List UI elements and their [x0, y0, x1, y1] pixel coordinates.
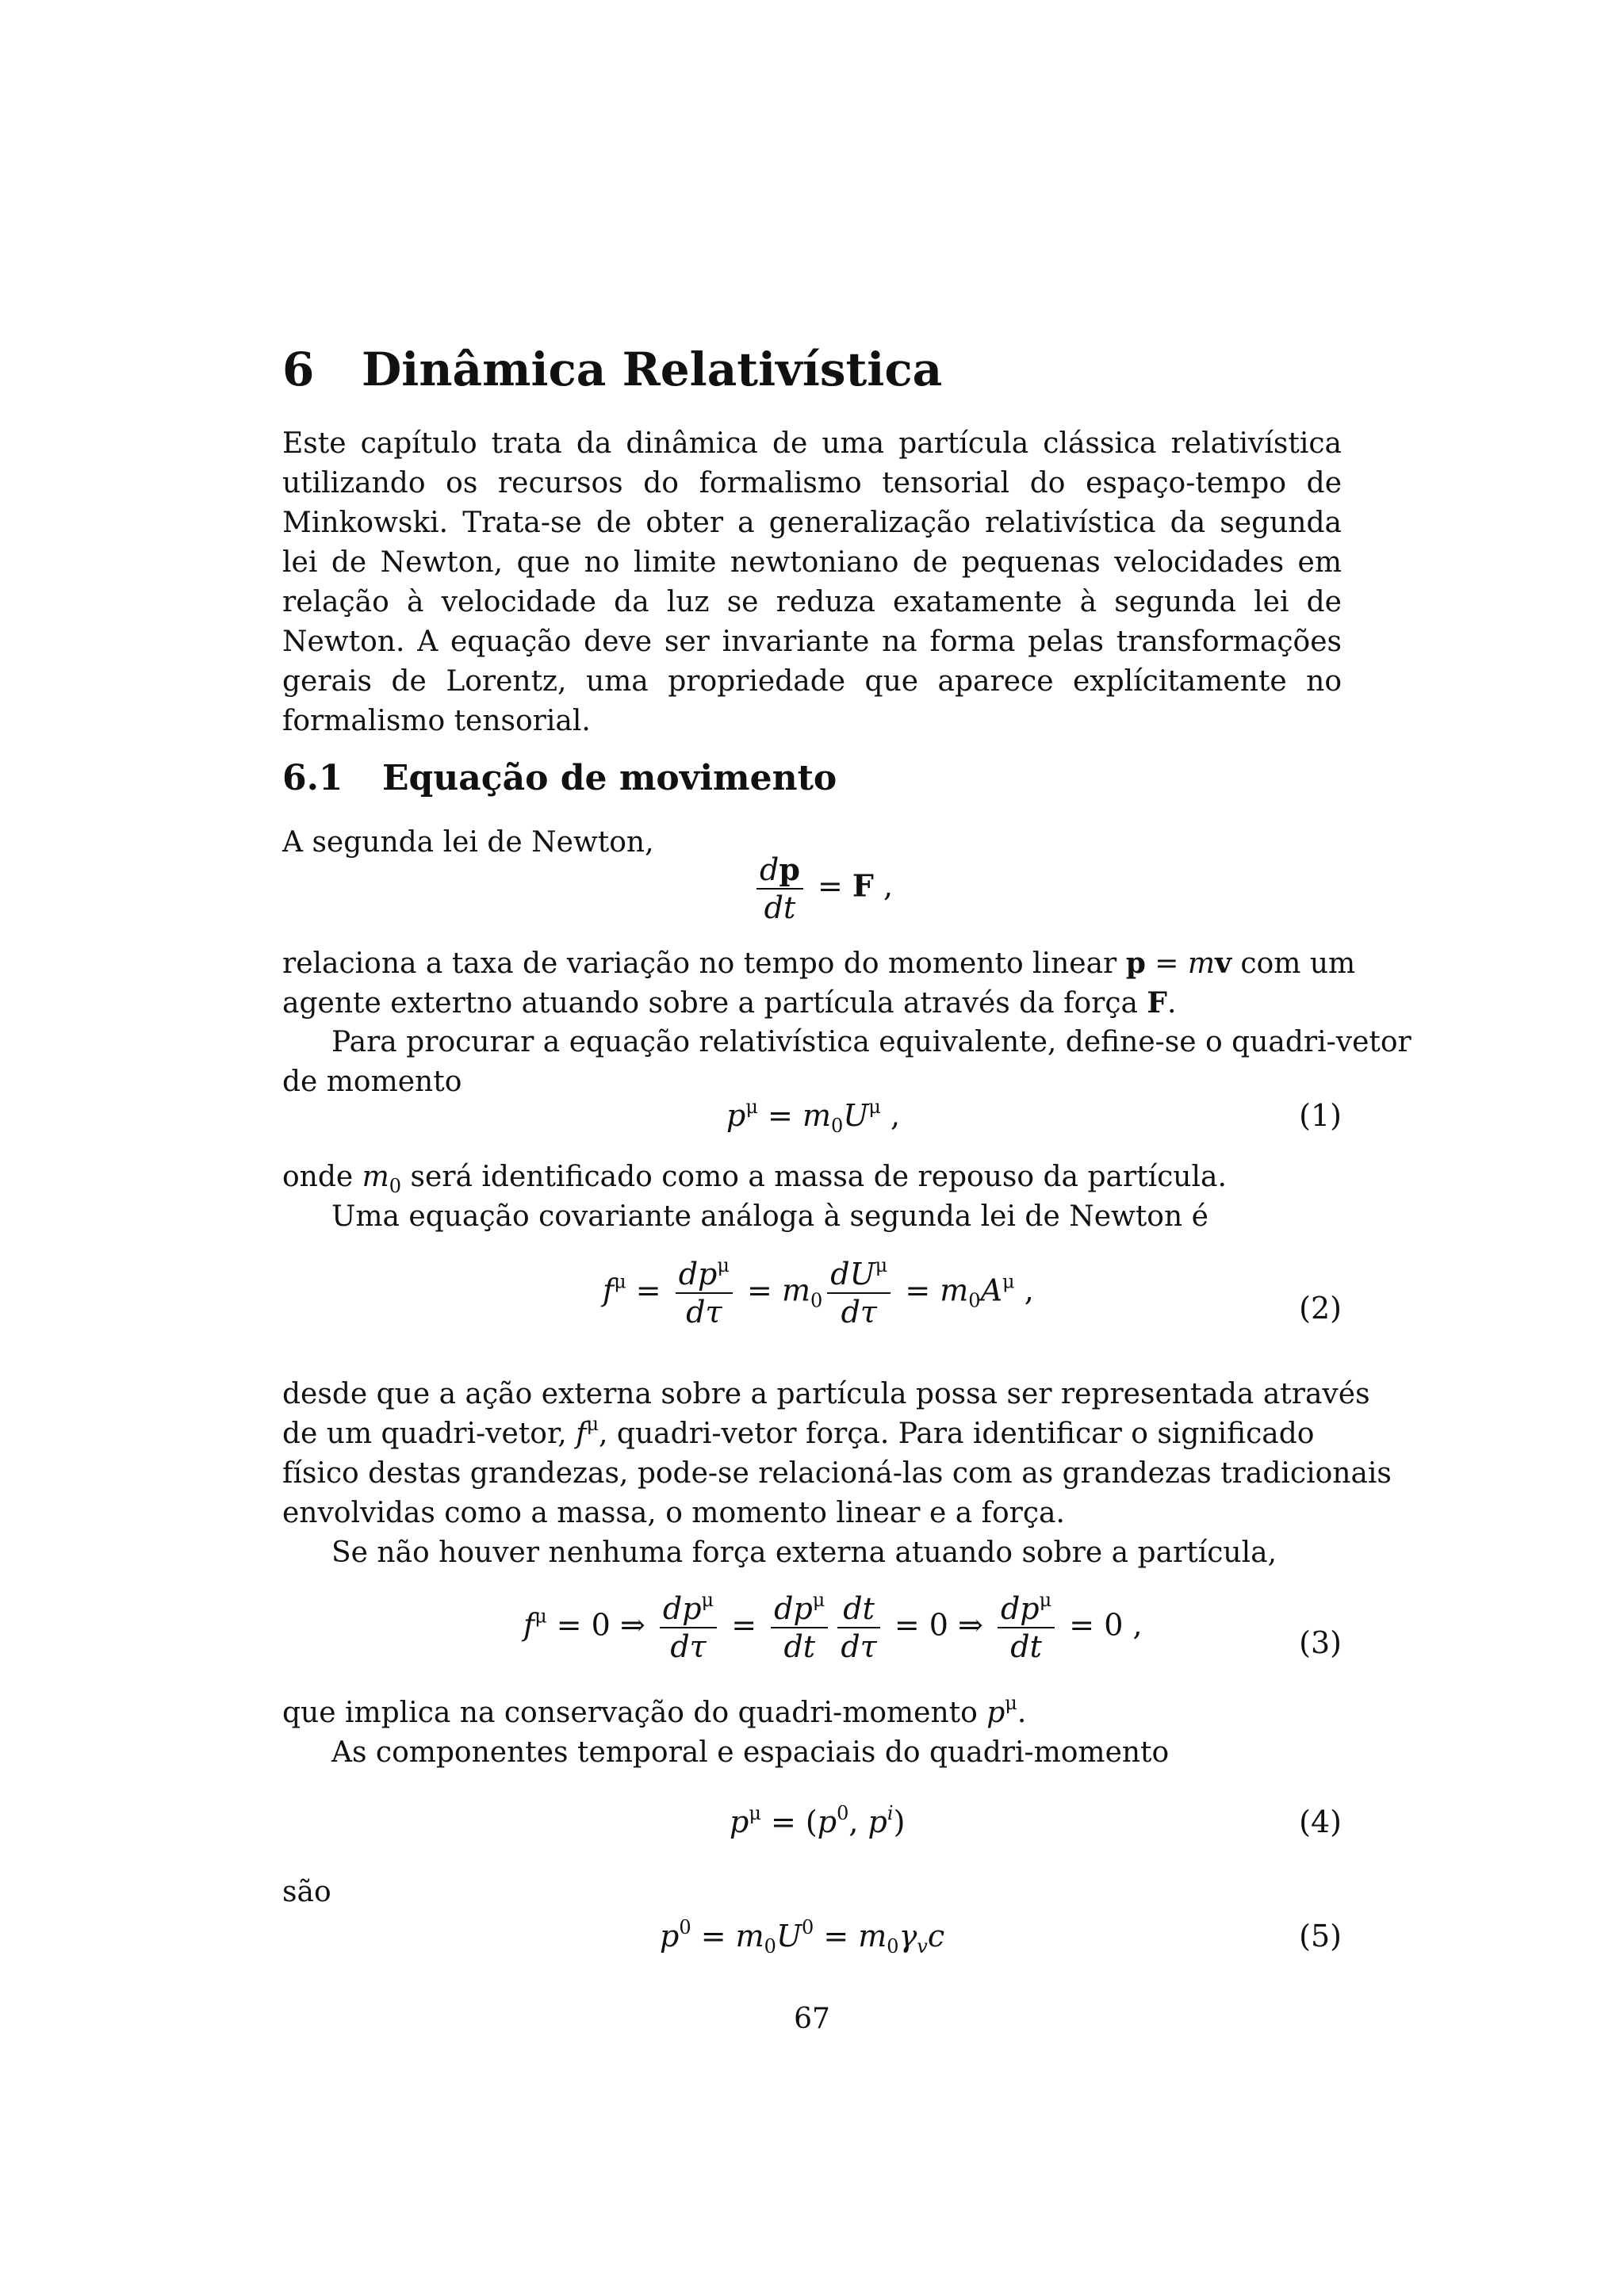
equation-newton-second-law: $\frac{dp}{dt}$ = F ,: [752, 851, 893, 926]
implica-text-a: que implica na conservação do quadri-momento: [282, 1697, 987, 1729]
desde-line-1: desde que a ação externa sobre a partícula possa ser representada através: [282, 1378, 1370, 1410]
equation-number-5: (5): [1299, 1919, 1342, 1954]
section-title: Equação de movimento: [382, 758, 837, 798]
newton-intro-text: A segunda lei de Newton,: [282, 826, 654, 859]
desde-line-2: de um quadri-vetor, $f^\mu$, quadri-vetor força. Para identificar o significado: [282, 1413, 1315, 1450]
equation-number-2: (2): [1299, 1291, 1342, 1326]
relaciona-text-a: relaciona a taxa de variação no tempo do momento linear: [282, 947, 1126, 980]
covariante-text: Uma equação covariante análoga à segunda lei de Newton é: [331, 1200, 1208, 1233]
onde-text-a: onde: [282, 1161, 362, 1193]
desde-line-3: físico destas grandezas, pode-se relacioná-las com as grandezas tradicionais: [282, 1457, 1392, 1490]
se-nao-text: Se não houver nenhuma força externa atuando sobre a partícula,: [331, 1536, 1277, 1569]
equation-number-4: (4): [1299, 1804, 1342, 1839]
desde-line-4: envolvidas como a massa, o momento linear e a força.: [282, 1497, 1065, 1529]
implica-line: que implica na conservação do quadri-momento $p^\mu$.: [282, 1692, 1027, 1729]
agente-line: agente extertno atuando sobre a partícula através da força F.: [282, 986, 1177, 1020]
agente-text-b: .: [1166, 987, 1177, 1020]
chapter-title: Dinâmica Relativística: [362, 342, 943, 396]
section-number: 6.1: [282, 758, 343, 798]
desde-text-2b: , quadri-vetor força. Para identificar o significado: [599, 1418, 1315, 1450]
desde-text-2a: de um quadri-vetor,: [282, 1418, 576, 1450]
section-heading: [282, 758, 837, 798]
equation-5: $p^0 = m_0U^0 = m_0\gamma_vc$: [660, 1916, 945, 1957]
onde-text-b: será identificado como a massa de repouso da partícula.: [401, 1161, 1227, 1193]
equation-2: $f^\mu$ = $\frac{dp^\mu}{d\tau}$ = $m_0$ $\frac{dU^\mu}{d\tau}$ = $m_0A^\mu$ ,: [603, 1254, 1034, 1330]
onde-line: onde $m_0$ será identificado como a massa de repouso da partícula.: [282, 1161, 1227, 1197]
page-number: 67: [794, 2003, 830, 2035]
componentes-text: As componentes temporal e espaciais do quadri-momento: [331, 1736, 1170, 1769]
relaciona-line: [282, 943, 1355, 984]
equation-3: $f^\mu = 0$ ⇒ $\frac{dp^\mu}{d\tau}$ = $\frac{dp^\mu}{dt}$ $\frac{dt}{d\tau}$ = 0 ⇒ $\frac{dp^\mu}{dt}$ = 0 ,: [523, 1589, 1143, 1664]
implica-text-b: .: [1017, 1697, 1027, 1729]
de-momento-text: de momento: [282, 1066, 462, 1098]
chapter-number: 6: [282, 342, 315, 396]
chapter-heading: [282, 342, 943, 396]
intro-paragraph: Este capítulo trata da dinâmica de uma partícula clássica relativística utilizando os recursos do formalismo tensorial do espaço-tempo de Minkowski. Trata-se de obter a generalização relativística da segunda lei de Newton, que no limite newtoniano de pequenas velocidades em relação à velocidade da luz se reduza exatamente à segunda lei de Newton. A equação deve ser invariante na forma pelas transformações gerais de Lorentz, uma propriedade que aparece explícitamente no formalismo tensorial.: [282, 427, 1342, 737]
equation-number-3: (3): [1299, 1625, 1342, 1660]
sao-text: são: [282, 1876, 331, 1908]
procurar-text: Para procurar a equação relativística equivalente, define-se o quadri-vetor: [331, 1026, 1411, 1058]
equation-4: $p^\mu = (p^0$, $p^i$): [730, 1802, 906, 1839]
equation-1: $p^\mu = m_0U^\mu$ ,: [726, 1096, 901, 1137]
agente-text-a: agente extertno atuando sobre a partícula através da força: [282, 987, 1147, 1020]
momentum-formula: p = mv: [1125, 947, 1231, 980]
relaciona-text-b: com um: [1231, 947, 1356, 980]
equation-number-1: (1): [1299, 1098, 1342, 1133]
